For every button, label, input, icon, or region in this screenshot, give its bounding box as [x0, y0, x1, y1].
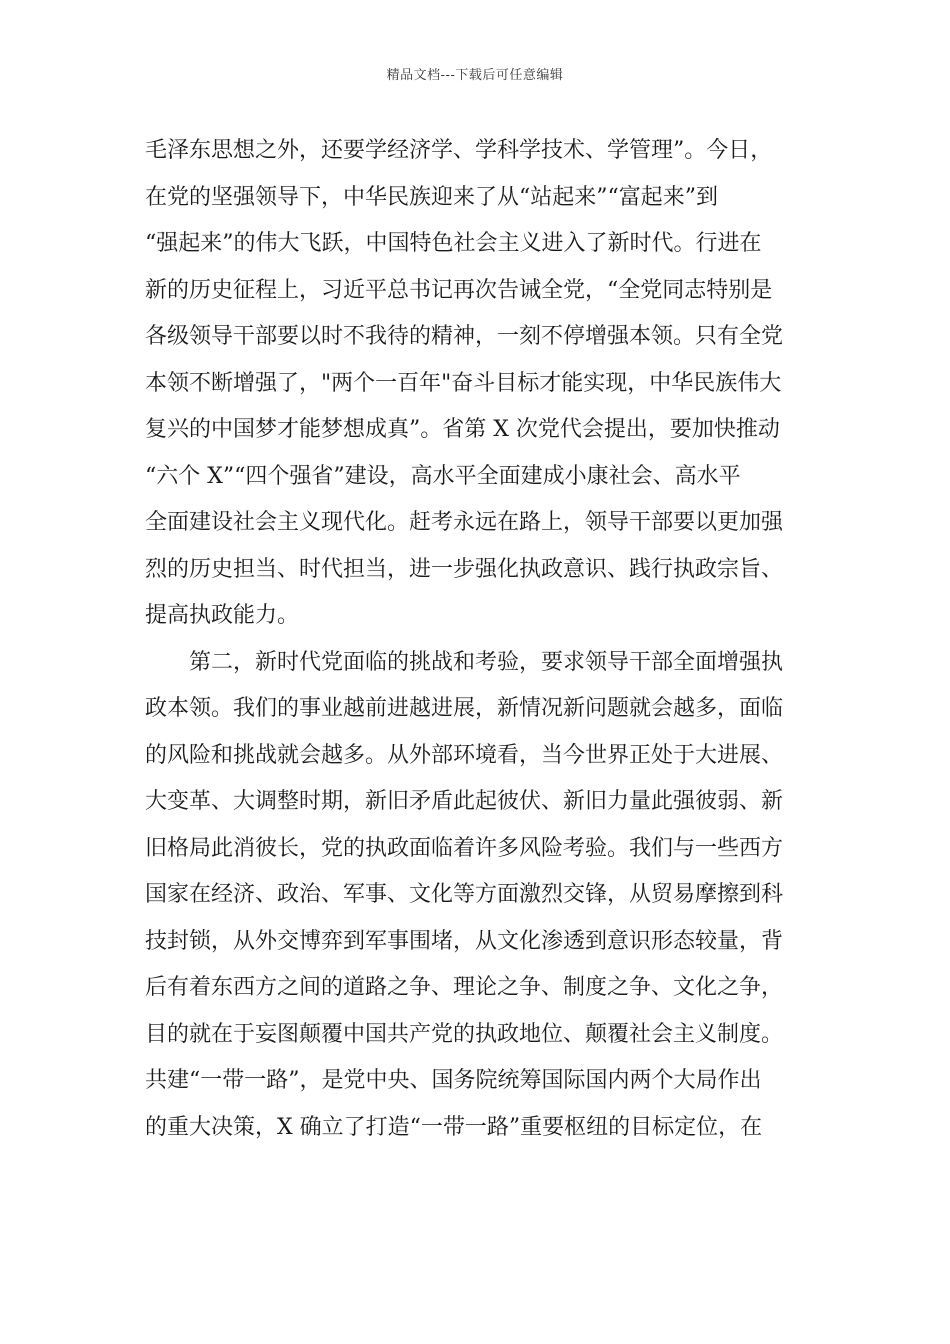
text-line: 技封锁，从外交博弈到军事围堵，从文化渗透到意识形态较量，背 — [145, 928, 784, 954]
text-line: 提高执政能力。 — [145, 603, 300, 628]
text-line: 的风险和挑战就会越多。从外部环境看，当今世界正处于大进展、 — [145, 742, 784, 768]
paragraph-start-line: 第二，新时代党面临的挑战和考验，要求领导干部全面增强执 — [189, 649, 784, 675]
text-line: 目的就在于妄图颠覆中国共产党的执政地位、颠覆社会主义制度。 — [145, 1021, 784, 1047]
document-body — [145, 128, 810, 1151]
text-line: 复兴的中国梦才能梦想成真”。省第 X 次党代会提出，要加快推动 — [145, 417, 780, 442]
page-header: 精品文档---下载后可任意编辑 — [386, 68, 564, 83]
text-line: 全面建设社会主义现代化。赶考永远在路上，领导干部要以更加强 — [145, 510, 784, 535]
text-line: 新的历史征程上，习近平总书记再次告诫全党，“全党同志特别是 — [145, 277, 773, 303]
text-line: 在党的坚强领导下，中华民族迎来了从“站起来”“富起来”到 — [145, 184, 718, 210]
text-line: 后有着东西方之间的道路之争、理论之争、制度之争、文化之争， — [145, 975, 784, 1000]
text-line: 毛泽东思想之外，还要学经济学、学科学技术、学管理”。今日， — [145, 138, 773, 163]
text-line: 共建“一带一路”，是党中央、国务院统筹国际国内两个大局作出 — [145, 1068, 762, 1093]
text-line: 烈的历史担当、时代担当，进一步强化执政意识、践行执政宗旨、 — [145, 556, 784, 582]
text-line: 旧格局此消彼长，党的执政面临着许多风险考验。我们与一些西方 — [145, 835, 784, 861]
text-line: “强起来”的伟大飞跃，中国特色社会主义进入了新时代。行进在 — [145, 231, 762, 256]
text-line: 本领不断增强了，"两个一百年"奋斗目标才能实现，中华民族伟大 — [145, 370, 782, 396]
text-line: 的重大决策，X 确立了打造“一带一路”重要枢纽的目标定位，在 — [145, 1114, 763, 1140]
text-line: 大变革、大调整时期，新旧矛盾此起彼伏、新旧力量此强彼弱、新 — [145, 789, 784, 814]
text-line: “六个 X”“四个强省”建设，高水平全面建成小康社会、高水平 — [145, 463, 741, 489]
text-line: 各级领导干部要以时不我待的精神，一刻不停增强本领。只有全党 — [145, 324, 784, 349]
text-line: 国家在经济、政治、军事、文化等方面激烈交锋，从贸易摩擦到科 — [145, 882, 784, 907]
text-line: 政本领。我们的事业越前进越进展，新情况新问题就会越多，面临 — [145, 696, 784, 721]
